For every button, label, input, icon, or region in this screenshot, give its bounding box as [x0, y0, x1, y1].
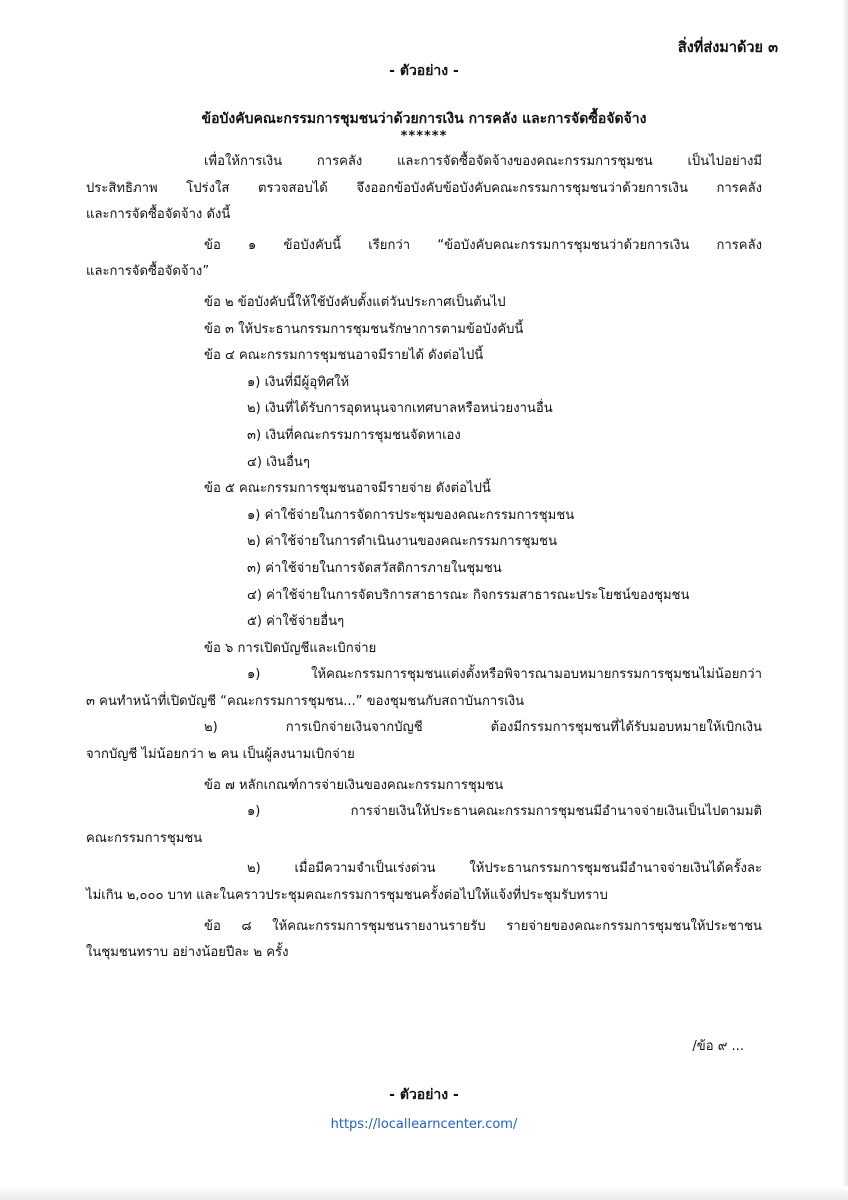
clause-5-line: ข้อ ๕ คณะกรรมการชุมชนอาจมีรายจ่าย ดังต่อไปนี้: [204, 481, 491, 497]
income-item: ๔) เงินอื่นๆ: [247, 454, 310, 470]
expense-item: ๑) ค่าใช้จ่ายในการจัดการประชุมของคณะกรรมการชุมชน: [247, 507, 575, 523]
expense-item: ๓) ค่าใช้จ่ายในการจัดสวัสดิการภายในชุมชน: [247, 560, 502, 576]
document-title: ข้อบังคับคณะกรรมการชุมชนว่าด้วยการเงิน การคลัง และการจัดซื้อจัดจ้าง: [201, 111, 647, 127]
preamble-line: เพื่อให้การเงิน การคลัง และการจัดซื้อจัดจ้างของคณะกรรมการชุมชน เป็นไปอย่างมี: [204, 154, 762, 169]
clause-7-item: ๒) เมื่อมีความจำเป็นเร่งด่วน ให้ประธานกรรมการชุมชนมีอำนาจจ่ายเงินได้ครั้งละ: [247, 861, 762, 877]
sample-header: - ตัวอย่าง -: [389, 63, 459, 79]
clause-1-line: และการจัดซื้อจัดจ้าง”: [86, 264, 210, 280]
clause-8-line: ในชุมชนทราบ อย่างน้อยปีละ ๒ ครั้ง: [86, 945, 289, 961]
clause-8-line: ข้อ ๘ ให้คณะกรรมการชุมชนรายงานรายรับ รายจ่ายของคณะกรรมการชุมชนให้ประชาชน: [204, 918, 762, 934]
clause-6-item: ๓ คนทำหน้าที่เปิดบัญชี “คณะกรรมการชุมชน...” ของชุมชนกับสถาบันการเงิน: [86, 693, 525, 709]
clause-7-line: ข้อ ๗ หลักเกณฑ์การจ่ายเงินของคณะกรรมการชุมชน: [204, 777, 504, 793]
clause-6-item: ๒) การเบิกจ่ายเงินจากบัญชี ต้องมีกรรมการชุมชนที่ได้รับมอบหมายให้เบิกเงิน: [204, 720, 762, 736]
preamble-line: ประสิทธิภาพ โปร่งใส ตรวจสอบได้ จึงออกข้อบังคับข้อบังคับคณะกรรมการชุมชนว่าด้วยการเงิน การคลัง: [86, 180, 762, 196]
page-edge: [842, 0, 848, 1200]
expense-item: ๒) ค่าใช้จ่ายในการดำเนินงานของคณะกรรมการชุมชน: [247, 534, 558, 550]
clause-7-item: คณะกรรมการชุมชน: [86, 830, 203, 846]
clause-4-line: ข้อ ๔ คณะกรรมการชุมชนอาจมีรายได้ ดังต่อไปนี้: [204, 348, 484, 364]
income-item: ๒) เงินที่ได้รับการอุดหนุนจากเทศบาลหรือหน่วยงานอื่น: [247, 401, 553, 417]
clause-6-line: ข้อ ๖ การเปิดบัญชีและเบิกจ่าย: [204, 640, 377, 656]
clause-1-line: ข้อ ๑ ข้อบังคับนี้ เรียกว่า “ข้อบังคับคณะกรรมการชุมชนว่าด้วยการเงิน การคลัง: [204, 237, 762, 253]
document-body: [0, 149, 848, 967]
clause-6-item: ๑) ให้คณะกรรมการชุมชนแต่งตั้งหรือพิจารณามอบหมายกรรมการชุมชนไม่น้อยกว่า: [247, 667, 762, 683]
page-edge: [0, 1186, 848, 1200]
clause-6-item: จากบัญชี ไม่น้อยกว่า ๒ คน เป็นผู้ลงนามเบิกจ่าย: [86, 747, 355, 763]
attachment-label: สิ่งที่ส่งมาด้วย ๓: [677, 40, 778, 56]
next-page-marker: /ข้อ ๙ ...: [692, 1039, 744, 1054]
sample-footer: - ตัวอย่าง -: [389, 1087, 459, 1103]
footer-link[interactable]: https://locallearncenter.com/: [330, 1117, 518, 1132]
clause-7-item: ไม่เกิน ๒,๐๐๐ บาท และในคราวประชุมคณะกรรมการชุมชนครั้งต่อไปให้แจ้งที่ประชุมรับทราบ: [86, 888, 608, 904]
expense-item: ๕) ค่าใช้จ่ายอื่นๆ: [247, 614, 345, 630]
title-separator: ******: [400, 129, 448, 144]
clause-3-line: ข้อ ๓ ให้ประธานกรรมการชุมชนรักษาการตามข้อบังคับนี้: [204, 321, 524, 337]
preamble-line: และการจัดซื้อจัดจ้าง ดังนี้: [86, 207, 231, 223]
income-item: ๑) เงินที่มีผู้อุทิศให้: [247, 374, 350, 390]
clause-2-line: ข้อ ๒ ข้อบังคับนี้ให้ใช้บังคับตั้งแต่วันประกาศเป็นต้นไป: [204, 294, 506, 310]
clause-7-item: ๑) การจ่ายเงินให้ประธานคณะกรรมการชุมชนมีอำนาจจ่ายเงินเป็นไปตามมติ: [247, 804, 762, 820]
income-item: ๓) เงินที่คณะกรรมการชุมชนจัดหาเอง: [247, 427, 461, 443]
expense-item: ๔) ค่าใช้จ่ายในการจัดบริการสาธารณะ กิจกรรมสาธารณะประโยชน์ของชุมชน: [247, 587, 690, 603]
